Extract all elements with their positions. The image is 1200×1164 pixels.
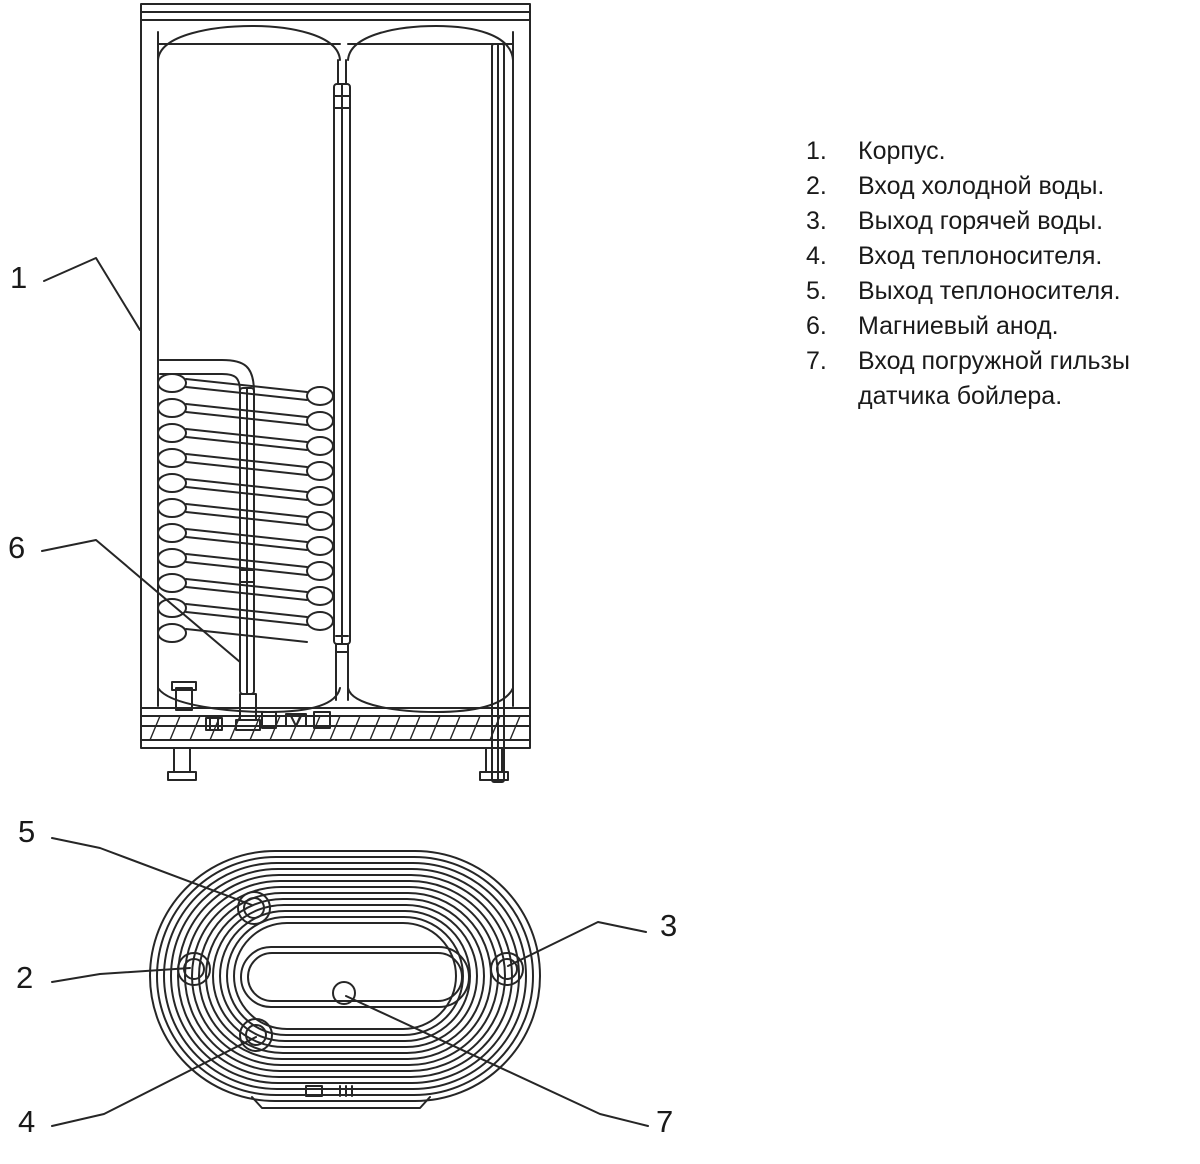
legend-item-4-label: Вход теплоносителя. bbox=[858, 242, 1103, 270]
legend-item-7 bbox=[806, 344, 1200, 414]
legend-item-2 bbox=[806, 169, 1200, 204]
callout-6: 6 bbox=[8, 530, 26, 565]
legend-item-1-number: 1. bbox=[806, 137, 827, 165]
callout-5: 5 bbox=[18, 814, 36, 849]
legend-item-3-number: 3. bbox=[806, 207, 827, 235]
legend-item-4 bbox=[806, 239, 1200, 274]
legend-item-3 bbox=[806, 204, 1200, 239]
legend-item-1 bbox=[806, 134, 1200, 169]
legend-item-6 bbox=[806, 309, 1200, 344]
leader-lines bbox=[42, 258, 648, 1126]
callout-1: 1 bbox=[10, 260, 28, 295]
inspection-hatch bbox=[241, 947, 469, 1007]
legend-item-5-label: Выход теплоносителя. bbox=[858, 277, 1121, 305]
legend-item-6-label: Магниевый анод. bbox=[858, 312, 1059, 340]
callout-2: 2 bbox=[16, 960, 34, 995]
legend-item-7-label: Вход погружной гильзы датчика бойлера. bbox=[858, 347, 1130, 410]
callout-7: 7 bbox=[656, 1104, 674, 1139]
legend-item-5-number: 5. bbox=[806, 277, 827, 305]
legend-item-6-number: 6. bbox=[806, 312, 827, 340]
front-section-view bbox=[141, 4, 530, 782]
legend-item-1-label: Корпус. bbox=[858, 137, 946, 165]
legend-list bbox=[806, 134, 1200, 414]
legend-item-7-number: 7. bbox=[806, 347, 827, 375]
legend-item-5 bbox=[806, 274, 1200, 309]
callout-3: 3 bbox=[660, 908, 678, 943]
heat-exchanger-coil-right bbox=[307, 387, 333, 630]
legend-item-2-number: 2. bbox=[806, 172, 827, 200]
callout-4: 4 bbox=[18, 1104, 36, 1139]
heat-exchanger-coil-left bbox=[158, 374, 186, 642]
legend-item-3-label: Выход горячей воды. bbox=[858, 207, 1104, 235]
legend-item-4-number: 4. bbox=[806, 242, 827, 270]
legend-item-2-label: Вход холодной воды. bbox=[858, 172, 1105, 200]
